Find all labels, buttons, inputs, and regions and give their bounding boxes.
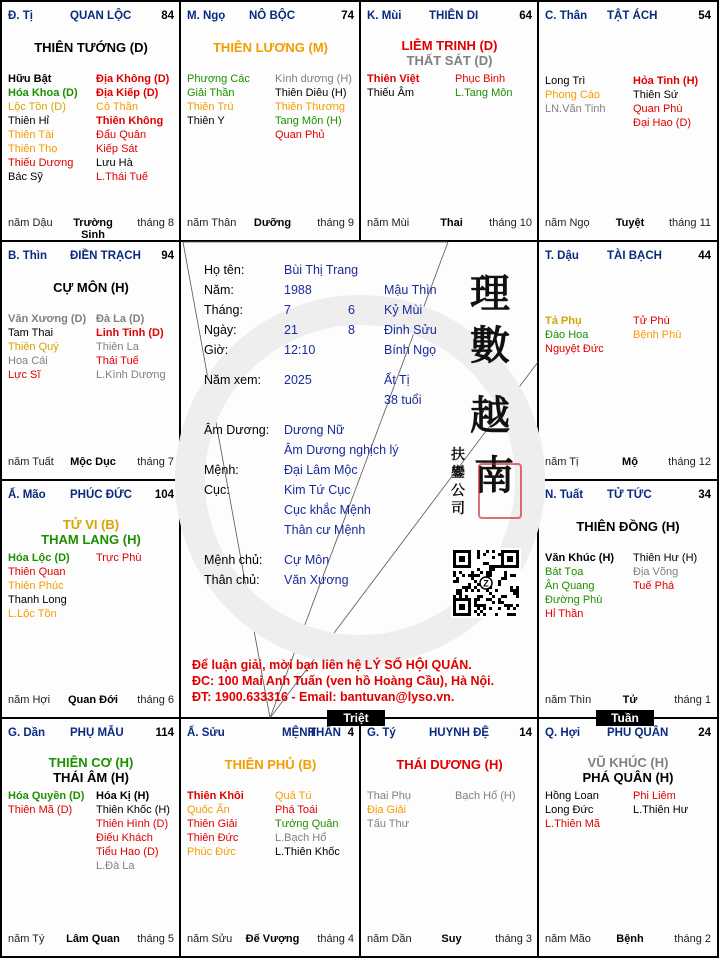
minor-star: Thiên Quý	[8, 341, 59, 353]
minor-star: Đào Hoa	[545, 329, 589, 341]
palace-year: năm Thìn	[545, 694, 592, 706]
day-label: Ngày:	[204, 323, 237, 337]
minor-star: Thiên Đức	[187, 832, 239, 844]
menh-label: Mệnh:	[204, 463, 239, 477]
minor-star: Thiên Quan	[8, 566, 66, 578]
year-label: Năm:	[204, 283, 234, 297]
palace-name: THIÊN DI	[429, 10, 479, 22]
palace-tuat	[539, 481, 717, 718]
minor-star: L.Thiên Mã	[545, 818, 601, 830]
than-chu: Văn Xương	[284, 573, 349, 587]
palace-name: TẬT ÁCH	[607, 10, 658, 22]
minor-star: Cô Thần	[96, 101, 138, 113]
minor-star: Thiên Giải	[187, 818, 238, 830]
palace-stage: Bệnh	[616, 933, 644, 945]
palace-year: năm Dậu	[8, 217, 53, 229]
minor-star: Thiên Hỉ	[8, 115, 49, 127]
minor-star: Văn Khúc (H)	[545, 552, 615, 564]
minor-star: Bạch Hổ (H)	[455, 790, 516, 802]
minor-star: Thiên Khôi	[187, 790, 244, 802]
birth-hour: 12:10	[284, 343, 316, 357]
birth-day: 21	[284, 323, 298, 337]
cuc-note: Cục khắc Mệnh	[284, 503, 371, 517]
hour-can-chi: Bính Ngọ	[384, 343, 437, 357]
minor-star: Tiểu Hao (D)	[96, 846, 159, 858]
palace-number: 54	[698, 10, 711, 22]
minor-star: Phúc Đức	[187, 846, 236, 858]
minor-star: Thiếu Dương	[8, 157, 74, 169]
palace-position: N. Tuất	[545, 489, 584, 501]
stars-left	[367, 789, 411, 831]
palace-stage: Lâm Quan	[66, 933, 120, 945]
palace-stage: Suy	[441, 933, 462, 945]
minor-star: Thiên Y	[187, 115, 225, 127]
minor-star: Long Đức	[545, 804, 594, 816]
palace-month: tháng 11	[668, 217, 711, 229]
birth-year: 1988	[284, 283, 312, 297]
minor-star: Thiên Thương	[275, 101, 346, 113]
minor-star: Thiên Sứ	[633, 89, 679, 101]
minor-star: L.Thiên Hư	[633, 804, 689, 816]
palace-month: tháng 2	[674, 933, 711, 945]
stars-right	[455, 72, 512, 100]
side-char: 鑾	[451, 465, 465, 481]
palace-dau	[539, 242, 717, 480]
minor-star: Tướng Quân	[275, 818, 339, 830]
am-duong: Dương Nữ	[284, 423, 345, 437]
stars-right	[633, 74, 698, 130]
minor-star: L.Kình Dương	[96, 369, 166, 381]
palace-year: năm Dần	[367, 933, 412, 945]
palace-month: tháng 7	[137, 456, 174, 468]
main-star: CỰ MÔN (H)	[53, 280, 129, 295]
minor-star: Tả Phụ	[545, 315, 582, 327]
person-name: Bùi Thị Trang	[284, 263, 359, 277]
main-star: PHÁ QUÂN (H)	[582, 770, 674, 785]
minor-star: Bệnh Phù	[633, 329, 682, 341]
minor-star: Thái Tuế	[96, 355, 139, 367]
hour-label: Giờ:	[204, 343, 229, 357]
minor-star: Phục Binh	[455, 73, 506, 85]
than-cu: Thân cư Mệnh	[284, 523, 366, 537]
minor-star: Kình dương (H)	[275, 73, 352, 85]
stars-right	[455, 789, 516, 803]
palace-position: T. Dậu	[545, 250, 579, 262]
minor-star: Thiên Trù	[187, 101, 234, 113]
palace-year: năm Sửu	[187, 933, 233, 945]
side-char: 公	[451, 483, 465, 499]
minor-star: Thiên La	[96, 341, 139, 353]
minor-star: L.Bạch Hổ	[275, 832, 327, 844]
minor-star: Địa Kiếp (D)	[96, 87, 159, 99]
minor-star: Tử Phù	[633, 315, 670, 327]
minor-star: Lưu Hà	[96, 157, 133, 169]
palace-stage: Mộ	[622, 456, 638, 468]
minor-star: Kiếp Sát	[96, 143, 138, 155]
palace-position: Ấ. Mão	[8, 489, 46, 501]
main-star: THIÊN CƠ (H)	[48, 755, 134, 770]
minor-star: L.Thái Tuế	[96, 171, 148, 183]
minor-star: Địa Võng	[633, 566, 679, 578]
minor-star: Phượng Các	[187, 73, 250, 85]
palace-number: 34	[698, 489, 711, 501]
palace-mui	[361, 2, 538, 241]
contact-line-3: ĐT: 1900.633316 - Email: bantuvan@lyso.vn.	[192, 690, 455, 704]
minor-star: Quan Phù	[633, 103, 683, 115]
minor-star: Thiếu Âm	[367, 87, 415, 99]
stars-left	[187, 789, 244, 859]
month-label: Tháng:	[204, 303, 243, 317]
minor-star: Hóa Quyền (D)	[8, 790, 85, 802]
palace-position: Đ. Tị	[8, 10, 33, 22]
minor-star: Bát Tọa	[545, 566, 584, 578]
minor-star: Phong Cáo	[545, 89, 601, 101]
stars-right	[633, 551, 697, 593]
palace-month: tháng 9	[317, 217, 354, 229]
palace-number: 114	[155, 727, 174, 739]
palace-number: 64	[519, 10, 532, 22]
minor-star: Phá Toái	[275, 804, 318, 816]
minor-star: Đà La (D)	[96, 313, 145, 325]
menh-chu: Cự Môn	[284, 553, 330, 567]
minor-star: Tấu Thư	[367, 818, 410, 830]
lunar-month: 6	[348, 303, 355, 317]
menh-chu-label: Mệnh chủ:	[204, 553, 263, 567]
minor-star: Đường Phù	[545, 594, 603, 606]
minor-star: Ân Quang	[545, 580, 595, 592]
minor-star: Thiên Phúc	[8, 580, 64, 592]
palace-ty	[361, 719, 538, 957]
main-star: TỬ VI (B)	[62, 517, 120, 532]
palace-name: NÔ BỘC	[249, 10, 295, 22]
minor-star: Hóa Lộc (D)	[8, 552, 70, 564]
palace-month: tháng 5	[137, 933, 174, 945]
lunar-day: 8	[348, 323, 355, 337]
main-star: THẤT SÁT (D)	[406, 53, 493, 68]
minor-star: Quả Tú	[275, 790, 312, 802]
palace-month: tháng 10	[489, 217, 532, 229]
palace-stage: Tử	[622, 694, 638, 706]
minor-star: Hỏa Tinh (H)	[633, 75, 699, 87]
stars-left	[545, 551, 614, 621]
side-char: 扶	[451, 447, 465, 463]
palace-mao	[2, 481, 180, 718]
seal-stamp	[478, 463, 522, 519]
palace-year: năm Tý	[8, 933, 45, 945]
palace-thin	[2, 242, 180, 480]
palace-hoi	[539, 719, 717, 957]
minor-star: Bác Sỹ	[8, 171, 43, 183]
stars-left	[8, 72, 78, 184]
palace-month: tháng 1	[674, 694, 711, 706]
name-label: Họ tên:	[204, 263, 245, 277]
triet-tag: Triệt	[327, 710, 385, 726]
stars-left	[545, 789, 600, 831]
minor-star: L.Đà La	[96, 860, 135, 872]
main-star: VŨ KHÚC (H)	[587, 755, 669, 770]
palace-year: năm Hợi	[8, 694, 51, 706]
stars-right	[633, 789, 688, 817]
menh: Đại Lâm Mộc	[284, 463, 358, 477]
palace-stage: Dưỡng	[253, 217, 292, 229]
palace-stage: Tuyệt	[615, 217, 645, 229]
minor-star: Thiên Khốc (H)	[96, 804, 170, 816]
calligraphy-char: 理	[470, 270, 510, 317]
minor-star: Thiên Thọ	[8, 143, 58, 155]
main-star: THAM LANG (H)	[41, 532, 141, 547]
minor-star: Quan Phủ	[275, 129, 325, 141]
minor-star: Đại Hao (D)	[633, 117, 692, 129]
stars-left	[8, 551, 70, 621]
main-star: THÁI DƯƠNG (H)	[396, 757, 503, 772]
minor-star: Địa Giải	[367, 804, 407, 816]
calligraphy-char: 越	[470, 392, 510, 439]
palace-name: TỬ TỨC	[607, 489, 652, 501]
palace-stage: Mộc Dục	[70, 456, 116, 468]
palace-name: TÀI BẠCH	[607, 250, 662, 262]
stars-right	[96, 312, 166, 382]
stars-right	[96, 551, 141, 565]
palace-number: 74	[341, 10, 354, 22]
view-year-can-chi: Ất Tị	[384, 373, 410, 387]
minor-star: Tang Môn (H)	[275, 115, 342, 127]
stars-right	[275, 789, 340, 859]
palace-name: QUAN LỘC	[70, 10, 132, 22]
palace-year: năm Tuất	[8, 456, 54, 468]
minor-star: Địa Không (D)	[96, 73, 170, 85]
palace-name: ĐIỀN TRẠCH	[70, 250, 141, 262]
palace-name: PHÚC ĐỨC	[70, 489, 132, 501]
palace-stage: Quan Đới	[68, 694, 118, 706]
am-duong-note: Âm Dương nghịch lý	[284, 443, 399, 457]
palace-position: Q. Hợi	[545, 727, 581, 739]
minor-star: Linh Tinh (D)	[96, 327, 164, 339]
minor-star: Thiên Hình (D)	[96, 818, 169, 830]
palace-ti	[2, 2, 180, 241]
palace-number: 44	[698, 250, 711, 262]
palace-month: tháng 6	[137, 694, 174, 706]
minor-star: Nguyệt Đức	[545, 343, 604, 355]
stars-right	[275, 72, 352, 142]
minor-star: L.Tang Môn	[455, 87, 513, 99]
minor-star: Hồng Loan	[545, 790, 599, 802]
palace-position: B. Thìn	[8, 250, 47, 262]
tuan-tag: Tuần	[596, 710, 654, 726]
birth-month: 7	[284, 303, 291, 317]
stars-left	[8, 312, 86, 382]
minor-star: Hóa Kị (H)	[96, 790, 150, 802]
main-star: THIÊN LƯƠNG (M)	[212, 40, 329, 55]
minor-star: Đẩu Quân	[96, 129, 147, 141]
minor-star: Hoa Cái	[8, 355, 48, 367]
view-year: 2025	[284, 373, 312, 387]
palace-year: năm Mão	[545, 933, 591, 945]
minor-star: Lộc Tồn (D)	[8, 101, 66, 113]
palace-position: K. Mùi	[367, 10, 402, 22]
minor-star: Hóa Khoa (D)	[8, 87, 78, 99]
palace-number: 84	[161, 10, 174, 22]
age: 38 tuổi	[384, 393, 422, 407]
minor-star: Quốc Ấn	[187, 804, 230, 816]
minor-star: L.Lộc Tồn	[8, 608, 57, 620]
palace-year: năm Thân	[187, 217, 237, 229]
minor-star: Thiên Tài	[8, 129, 54, 141]
stars-right	[633, 314, 681, 342]
minor-star: Thiên Hư (H)	[633, 552, 698, 564]
palace-name: HUYNH ĐỆ	[429, 727, 490, 739]
stars-left	[545, 314, 604, 356]
minor-star: Hỉ Thần	[545, 608, 584, 620]
cuc-label: Cục:	[204, 483, 230, 497]
minor-star: Thiên Diêu (H)	[275, 87, 347, 99]
calligraphy-char: 南	[474, 452, 514, 499]
stars-right	[96, 789, 170, 873]
main-star: THIÊN PHỦ (B)	[224, 757, 317, 772]
minor-star: Tam Thai	[8, 327, 54, 339]
palace-name: PHU QUÂN	[607, 727, 669, 739]
main-star: THÁI ÂM (H)	[53, 770, 129, 785]
main-star: LIÊM TRINH (D)	[401, 38, 498, 53]
minor-star: Thiên Mã (D)	[8, 804, 73, 816]
palace-number: 4	[347, 727, 354, 739]
minor-star: Hữu Bật	[8, 73, 52, 85]
palace-name: PHỤ MẪU	[70, 727, 124, 739]
am-duong-label: Âm Dương:	[204, 423, 270, 437]
side-char: 司	[451, 501, 465, 517]
palace-dan	[2, 719, 180, 957]
stars-left	[187, 72, 250, 128]
palace-year: năm Mùi	[367, 217, 410, 229]
stars-left	[545, 74, 606, 116]
main-star: THIÊN TƯỚNG (D)	[34, 40, 148, 55]
palace-month: tháng 12	[668, 456, 711, 468]
minor-star: Thai Phụ	[367, 790, 412, 802]
minor-star: Văn Xương (D)	[8, 313, 87, 325]
palace-ngo	[181, 2, 360, 241]
than-chu-label: Thân chủ:	[204, 573, 260, 587]
palace-position: G. Dần	[8, 727, 46, 739]
palace-position: Ấ. Sửu	[187, 727, 225, 739]
contact-line-1: Để luận giải, mời bạn liên hệ LÝ SỐ HỘI QUÁN.	[192, 658, 472, 672]
day-can-chi: Đinh Sửu	[384, 323, 437, 337]
palace-year: năm Tị	[545, 456, 579, 468]
palace-month: tháng 8	[137, 217, 174, 229]
palace-year: năm Ngọ	[545, 217, 590, 229]
palace-stage: Đế Vượng	[245, 933, 300, 945]
palace-month: tháng 3	[495, 933, 532, 945]
month-can-chi: Kỷ Mùi	[384, 303, 423, 317]
qr-code	[451, 548, 521, 618]
palace-than	[539, 2, 717, 241]
minor-star: Trực Phù	[96, 552, 142, 564]
palace-suu	[181, 719, 360, 957]
cuc: Kim Tứ Cục	[284, 483, 351, 497]
palace-stage: Trường Sinh	[73, 217, 113, 241]
palace-stage: Thai	[440, 217, 463, 229]
minor-star: Thanh Long	[8, 594, 67, 606]
contact-line-2: ĐC: 100 Mai Anh Tuấn (ven hồ Hoàng Cầu), Hà Nội.	[192, 674, 495, 688]
minor-star: Long Trì	[545, 75, 586, 87]
minor-star: Lực Sĩ	[8, 369, 41, 381]
palace-position: C. Thân	[545, 10, 588, 22]
minor-star: Tuế Phá	[633, 580, 675, 592]
stars-right	[96, 72, 169, 184]
minor-star: Thiên Không	[96, 115, 164, 127]
palace-number: 24	[698, 727, 711, 739]
palace-position: G. Tý	[367, 727, 396, 739]
palace-position: M. Ngọ	[187, 10, 226, 22]
minor-star: Điếu Khách	[96, 832, 153, 844]
palace-number: 94	[161, 250, 174, 262]
minor-star: L.Thiên Khốc	[275, 846, 340, 858]
svg-text:Z: Z	[483, 578, 489, 589]
minor-star: Thiên Việt	[367, 73, 420, 85]
main-star: THIÊN ĐỒNG (H)	[576, 519, 680, 534]
year-can-chi: Mậu Thìn	[384, 283, 437, 297]
stars-left	[367, 72, 419, 100]
palace-name: MỆNH	[282, 727, 316, 739]
palace-number: 14	[519, 727, 532, 739]
minor-star: LN.Văn Tinh	[545, 103, 606, 115]
view-year-label: Năm xem:	[204, 373, 261, 387]
minor-star: Giải Thần	[187, 87, 235, 99]
stars-left	[8, 789, 84, 817]
calligraphy-char: 數	[470, 322, 510, 369]
palace-number: 104	[154, 489, 174, 501]
minor-star: Phi Liêm	[633, 790, 676, 802]
than-marker: THÂN	[309, 727, 341, 739]
palace-month: tháng 4	[317, 933, 354, 945]
